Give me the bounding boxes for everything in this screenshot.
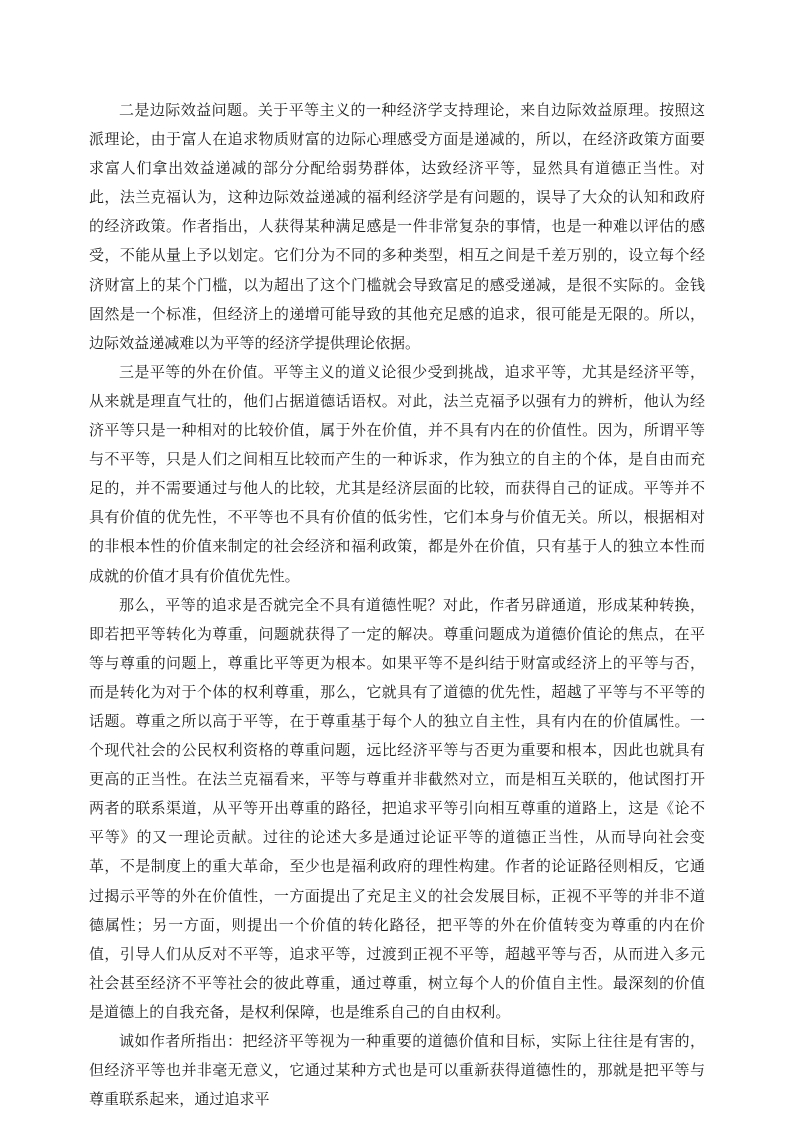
document-body <box>89 96 705 1114</box>
paragraph-external-value: 三是平等的外在价值。平等主义的道义论很少受到挑战，追求平等，尤其是经济平等，从来就是理直气壮的，他们占据道德话语权。对此，法兰克福予以强有力的辨析，他认为经济平等只是一种相对的比较价值，属于外在价值，并不具有内在的价值性。因为，所谓平等与不平等，只是人们之间相互比较而产生的一种诉求，作为独立的自主的个体，是自由而充足的，并不需要通过与他人的比较，尤其是经济层面的比较，而获得自己的证成。平等并不具有价值的优先性，不平等也不具有价值的低劣性，它们本身与价值无关。所以，根据相对的非根本性的价值来制定的社会经济和福利政策，都是外在价值，只有基于人的独立本性而成就的价值才具有价值优先性。 <box>89 362 705 585</box>
paragraph-respect: 那么，平等的追求是否就完全不具有道德性呢？对此，作者另辟通道，形成某种转换，即若把平等转化为尊重，问题就获得了一定的解决。尊重问题成为道德价值论的焦点，在平等与尊重的问题上，尊重比平等更为根本。如果平等不是纠结于财富或经济上的平等与否，而是转化为对于个体的权利尊重，那么，它就具有了道德的优先性，超越了平等与不平等的话题。尊重之所以高于平等，在于尊重基于每个人的独立自主性，具有内在的价值属性。一个现代社会的公民权利资格的尊重问题，远比经济平等与否更为重要和根本，因此也就具有更高的正当性。在法兰克福看来，平等与尊重并非截然对立，而是相互关联的，他试图打开两者的联系渠道，从平等开出尊重的路径，把追求平等引向相互尊重的道路上，这是《论不平等》的又一理论贡献。过往的论述大多是通过论证平等的道德正当性，从而导向社会变革，不是制度上的重大革命，至少也是福利政府的理性构建。作者的论证路径则相反，它通过揭示平等的外在价值性，一方面提出了充足主义的社会发展目标，正视不平等的并非不道德属性；另一方面，则提出一个价值的转化路径，把平等的外在价值转变为尊重的内在价值，引导人们从反对不平等，追求平等，过渡到正视不平等，超越平等与否，从而进入多元社会甚至经济不平等社会的彼此尊重，通过尊重，树立每个人的价值自主性。最深刻的价值是道德上的自我充备，是权利保障，也是维系自己的自由权利。 <box>89 595 705 1021</box>
paragraph-marginal-utility: 二是边际效益问题。关于平等主义的一种经济学支持理论，来自边际效益原理。按照这派理论，由于富人在追求物质财富的边际心理感受方面是递减的，所以，在经济政策方面要求富人们拿出效益递减的部分分配给弱势群体，达致经济平等，显然具有道德正当性。对此，法兰克福认为，这种边际效益递减的福利经济学是有问题的，误导了大众的认知和政府的经济政策。作者指出，人获得某种满足感是一件非常复杂的事情，也是一种难以评估的感受，不能从量上予以划定。它们分为不同的多种类型，相互之间是千差万别的，设立每个经济财富上的某个门槛，以为超出了这个门槛就会导致富足的感受递减，是很不实际的。金钱固然是一个标准，但经济上的递增可能导致的其他充足感的追求，很可能是无限的。所以，边际效益递减难以为平等的经济学提供理论依据。 <box>89 101 705 352</box>
paragraph-conclusion: 诚如作者所指出：把经济平等视为一种重要的道德价值和目标，实际上往往是有害的，但经济平等也并非毫无意义，它通过某种方式也是可以重新获得道德性的，那就是把平等与尊重联系起来，通过追求平 <box>89 1032 705 1109</box>
